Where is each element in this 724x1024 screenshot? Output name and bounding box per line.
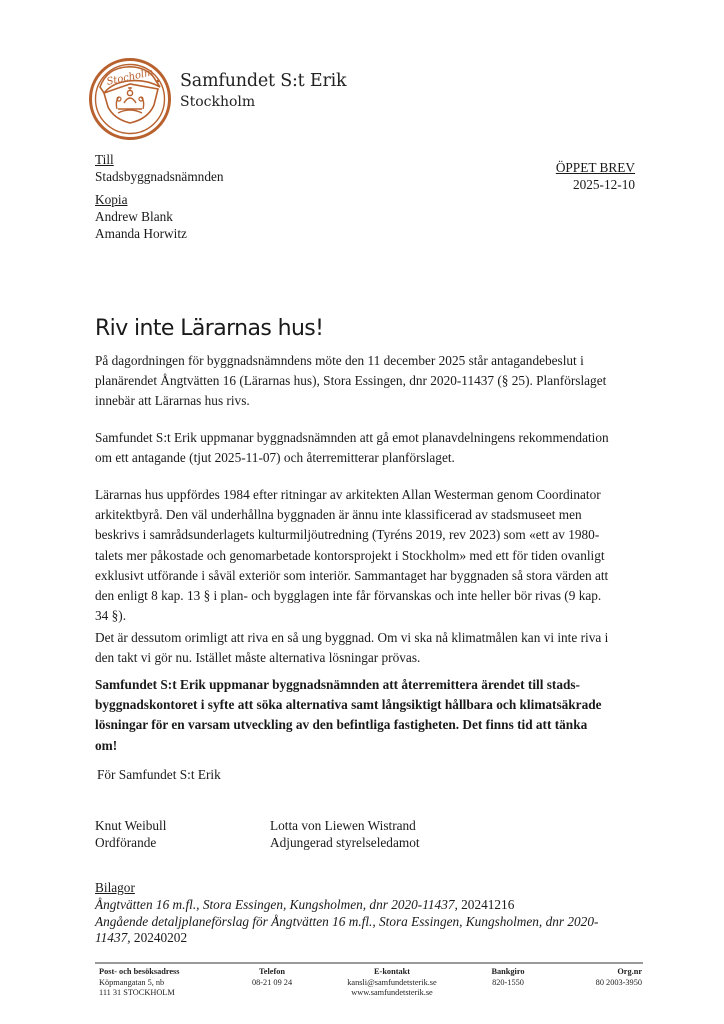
logo-text: Stocholm bbox=[105, 67, 155, 88]
paragraph-line: 34 §). bbox=[95, 608, 127, 624]
footer-contact-label: E-kontakt bbox=[374, 967, 410, 976]
footer-divider bbox=[95, 962, 643, 964]
footer-address bbox=[99, 967, 180, 999]
letter-meta bbox=[556, 159, 635, 193]
paragraph-line: Lärarnas hus uppfördes 1984 efter ritningar av arkitekten Allan Westerman genom Coordinator bbox=[95, 487, 601, 502]
signatory-role: Ordförande bbox=[95, 834, 157, 850]
paragraph-line: På dagordningen för byggnadsnämndens möte den 11 december 2025 står antagandebeslut i bbox=[95, 353, 584, 368]
paragraph-line: lösningar för en varsam utveckling av den befintliga fastigheten. Det finns tid att tänka bbox=[95, 717, 588, 733]
organization-city: Stockholm bbox=[180, 94, 256, 110]
signatory-name: Knut Weibull bbox=[95, 818, 167, 833]
paragraph-line: Samfundet S:t Erik uppmanar byggnadsnämnden att återremittera ärendet till stads- bbox=[95, 677, 580, 692]
signatory-role: Adjungerad styrelseledamot bbox=[270, 834, 420, 850]
paragraph-line: planärendet Ångtvätten 16 (Lärarnas hus), Stora Essingen, dnr 2020-11437 (§ 25). Planförslaget bbox=[95, 373, 607, 389]
attachment-item: Angående detaljplaneförslag för Ångtvätten 16 m.fl., Stora Essingen, Kungsholmen, dnr 2020- bbox=[95, 913, 599, 929]
paragraph-line: byggnadskontoret i syfte att söka alternativa samt långsiktigt hållbara och klimatsäkrade bbox=[95, 697, 602, 713]
footer-phone-number: 08-21 09 24 bbox=[252, 977, 293, 987]
body-paragraph bbox=[95, 628, 655, 668]
attachment-date: 20240202 bbox=[130, 930, 188, 946]
body-paragraph bbox=[95, 351, 655, 412]
footer-website-link[interactable]: www.samfundetsterik.se bbox=[351, 988, 433, 998]
paragraph-line: arkitektbyrå. Den väl underhållna byggnaden är ännu inte klassificerad av stadsmuseet men bbox=[95, 507, 582, 523]
body-paragraph-emphasis bbox=[95, 675, 655, 756]
copy-recipient: Amanda Horwitz bbox=[95, 226, 187, 241]
paragraph-line: talets mer påkostade och genomarbetade kontorsprojekt i Stockholm» med ett för tiden ovanligt bbox=[95, 547, 605, 563]
footer-phone bbox=[252, 967, 292, 988]
footer-email-link[interactable]: kansli@samfundetsterik.se bbox=[347, 977, 437, 987]
attachments bbox=[95, 880, 598, 947]
footer-orgnr bbox=[596, 967, 642, 988]
letter-type: ÖPPET BREV bbox=[555, 160, 635, 175]
attachment-title: 11437, bbox=[95, 930, 131, 946]
body-paragraph bbox=[95, 485, 655, 626]
footer-phone-label: Telefon bbox=[259, 967, 285, 976]
footer-address-line: 111 31 STOCKHOLM bbox=[99, 988, 175, 998]
footer-address-line: Köpmangatan 5, nb bbox=[99, 977, 165, 987]
footer-bankgiro-number: 820-1550 bbox=[492, 977, 524, 987]
paragraph-line: Samfundet S:t Erik uppmanar byggnadsnämnden att gå emot planavdelningens rekommendation bbox=[95, 430, 609, 445]
attachment-item-cont bbox=[95, 930, 598, 947]
signatory bbox=[270, 818, 420, 851]
copy-recipient: Andrew Blank bbox=[95, 209, 173, 224]
organization-name: Samfundet S:t Erik bbox=[180, 71, 347, 91]
crown-seal-icon bbox=[88, 57, 172, 141]
to-recipient: Stadsbyggnadsnämnden bbox=[95, 169, 224, 184]
footer-bankgiro-label: Bankgiro bbox=[491, 967, 525, 976]
attachments-label: Bilagor bbox=[95, 880, 135, 895]
paragraph-line: innebär att Lärarnas hus rivs. bbox=[95, 393, 250, 409]
signatory bbox=[95, 818, 166, 851]
letter-title: Riv inte Lärarnas hus! bbox=[95, 316, 324, 341]
attachment-date: 20241216 bbox=[457, 896, 515, 912]
paragraph-line: om! bbox=[95, 737, 118, 753]
closing-line: För Samfundet S:t Erik bbox=[97, 767, 221, 782]
footer-address-label: Post- och besöksadress bbox=[99, 967, 180, 976]
to-label: Till bbox=[95, 152, 114, 167]
organization-logo-seal bbox=[88, 57, 172, 141]
footer-orgnr-number: 80 2003-3950 bbox=[595, 977, 642, 987]
attachment-item bbox=[95, 897, 598, 914]
paragraph-line: Det är dessutom orimligt att riva en så ung byggnad. Om vi ska nå klimatmålen kan vi inte riva i bbox=[95, 630, 609, 645]
paragraph-line: den enligt 8 kap. 13 § i plan- och bygglagen inte får förvanskas och inte heller bör rivas (9 kap. bbox=[95, 588, 602, 604]
recipient-block bbox=[95, 151, 224, 185]
copy-label: Kopia bbox=[95, 192, 128, 207]
paragraph-line: den takt vi gör nu. Istället måste alternativa lösningar prövas. bbox=[95, 650, 421, 666]
footer-orgnr-label: Org.nr bbox=[617, 967, 642, 976]
paragraph-line: om ett antagande (tjut 2025-11-07) och återremitterar planförslaget. bbox=[95, 450, 455, 466]
letter-date: 2025-12-10 bbox=[572, 177, 635, 192]
signatory-name: Lotta von Liewen Wistrand bbox=[270, 818, 416, 833]
attachment-title: Ångtvätten 16 m.fl., Stora Essingen, Kungsholmen, dnr 2020-11437, bbox=[95, 896, 458, 912]
paragraph-line: exklusivt utförande i såväl exteriör som interiör. Sammantaget har byggnaden så stora värden att bbox=[95, 567, 609, 583]
copy-block bbox=[95, 191, 187, 242]
footer-bankgiro bbox=[488, 967, 528, 988]
body-paragraph bbox=[95, 428, 655, 468]
footer-contact bbox=[342, 967, 442, 999]
paragraph-line: beskrivs i samrådsunderlagets kulturmiljöutredning (Tyréns 2019, rev 2023) som «ett av 1980- bbox=[95, 527, 600, 543]
